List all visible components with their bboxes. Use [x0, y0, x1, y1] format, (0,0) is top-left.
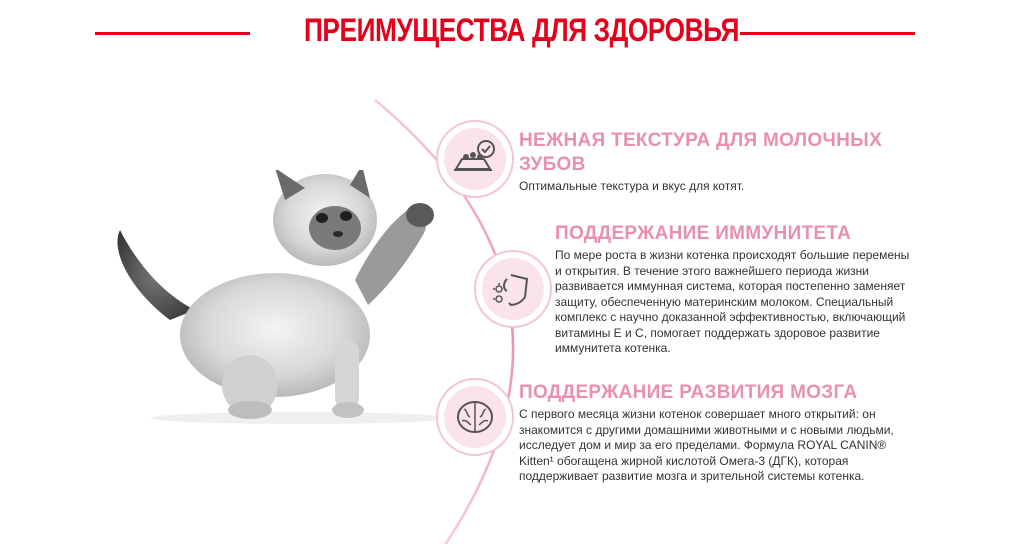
feature-title: [519, 129, 899, 177]
brain-icon-circle: [436, 378, 514, 456]
kitten-image: [100, 170, 460, 430]
food-bowl-check-icon-circle: [436, 120, 514, 198]
feature-body: С первого месяца жизни котенок совершает много открытий: он знакомится с другими домашними животными и с новыми людьми, исследует дом и мир за его пределами. Формула ROYAL CANIN® Kitten¹ обогащена жирной кислотой Омега-3 (ДГК), которая поддерживает развитие мозга и зрительной системы котенка.: [519, 407, 894, 483]
feature-title-part-a: НЕЖНАЯ ТЕКСТУРА: [519, 130, 717, 151]
feature-body: Оптимальные текстура и вкус для котят.: [519, 179, 745, 193]
feature-title-part-a: ПОДДЕРЖАНИЕ: [519, 382, 680, 403]
header: [0, 0, 1010, 70]
header-line-right: [740, 32, 915, 35]
page-title: ПРЕИМУЩЕСТВА ДЛЯ ЗДОРОВЬЯ: [303, 12, 740, 48]
feature-title-part-b: ИММУНИТЕТА: [715, 223, 852, 244]
immune-shield-icon: [491, 269, 535, 309]
feature-title-part-b: РАЗВИТИЯ МОЗГА: [679, 382, 858, 403]
food-bowl-check-icon: [452, 139, 498, 179]
header-line-left: [95, 32, 250, 35]
feature-body: По мере роста в жизни котенка происходят большие перемены и открытия. В течение этого важнейшего периода жизни развивается иммунная система, которая постепенно заменяет защиту, обеспеченную материнским молоком. Специальный комплекс с научно доказанной эффективностью, включающий витамины Е и С, помогает поддержать здоровое развитие иммунитета котенка.: [555, 248, 910, 355]
feature-title-part-a: ПОДДЕРЖАНИЕ: [555, 223, 716, 244]
feature-title: [555, 222, 915, 246]
feature-title: [519, 381, 899, 405]
immune-shield-icon-circle: [474, 250, 552, 328]
feature-brain-development: [519, 381, 899, 485]
feature-title-part-b: ДЛЯ МОЛОЧНЫХ ЗУБОВ: [519, 130, 883, 175]
brain-icon: [454, 397, 496, 437]
feature-teeth-texture: [519, 129, 899, 195]
feature-immunity: [555, 222, 915, 357]
